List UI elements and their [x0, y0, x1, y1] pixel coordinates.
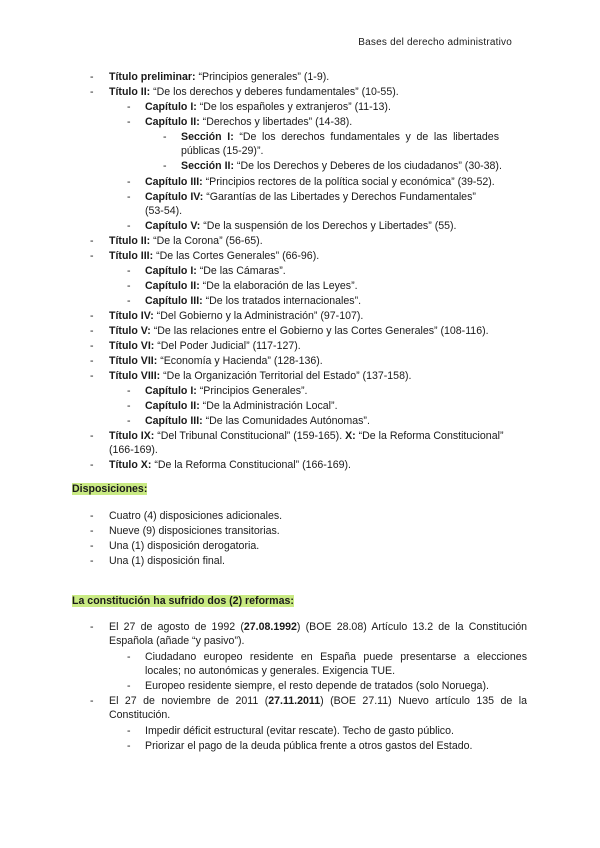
list-item: Europeo residente siempre, el resto depende de tratados (solo Noruega).: [145, 680, 489, 692]
list-item: Capítulo III: “De las Comunidades Autónomas”.: [145, 415, 370, 427]
bullet: -: [127, 101, 131, 113]
bullet: -: [90, 86, 94, 98]
list-item: Capítulo I: “De las Cámaras”.: [145, 265, 286, 277]
section-heading-disposiciones: Disposiciones:: [72, 483, 148, 495]
list-item: Capítulo I: “Principios Generales”.: [145, 385, 308, 397]
bullet: -: [90, 71, 94, 83]
bullet: -: [90, 370, 94, 382]
list-item: Una (1) disposición final.: [109, 555, 225, 567]
bullet: -: [90, 540, 94, 552]
list-item: El 27 de agosto de 1992 (27.08.1992) (BOE 28.08) Artículo 13.2 de la Constitución: [109, 621, 527, 633]
list-item: Título VII: “Economía y Hacienda” (128-136).: [109, 355, 323, 367]
bullet: -: [127, 191, 131, 203]
bullet: -: [127, 116, 131, 128]
page-header: Bases del derecho administrativo: [358, 37, 512, 48]
list-item-continued: públicas (15-29)”.: [181, 145, 264, 157]
bullet: -: [127, 220, 131, 232]
list-item: Capítulo I: “De los españoles y extranjeros” (11-13).: [145, 101, 391, 113]
list-item-continued: (166-169).: [109, 444, 158, 456]
list-item: Título X: “De la Reforma Constitucional” (166-169).: [109, 459, 351, 471]
list-item: Título II: “De los derechos y deberes fundamentales” (10-55).: [109, 86, 399, 98]
bullet: -: [90, 510, 94, 522]
bullet: -: [127, 740, 131, 752]
list-item: Título preliminar: “Principios generales” (1-9).: [109, 71, 330, 83]
list-item: Título IX: “Del Tribunal Constitucional” (159-165). X: “De la Reforma Constitucional”: [109, 430, 504, 442]
list-item-continued: Constitución.: [109, 709, 171, 721]
list-item: Capítulo III: “De los tratados internacionales”.: [145, 295, 362, 307]
bullet: -: [163, 160, 167, 172]
list-item: Capítulo II: “De la Administración Local”.: [145, 400, 338, 412]
list-item: Sección II: “De los Derechos y Deberes de los ciudadanos” (30-38).: [181, 160, 502, 172]
list-item: Título VI: “Del Poder Judicial” (117-127).: [109, 340, 301, 352]
list-item: Título VIII: “De la Organización Territorial del Estado” (137-158).: [109, 370, 412, 382]
bullet: -: [90, 555, 94, 567]
list-item: Capítulo IV: “Garantías de las Libertades y Derechos Fundamentales”: [145, 191, 476, 203]
bullet: -: [90, 250, 94, 262]
bullet: -: [127, 385, 131, 397]
list-item-continued: locales; no autonómicas y generales. Exigencia TUE.: [145, 665, 396, 677]
list-item: Sección I: “De los derechos fundamentales y de las libertades: [181, 131, 499, 143]
bullet: -: [127, 725, 131, 737]
bullet: -: [127, 651, 131, 663]
bullet: -: [90, 355, 94, 367]
bullet: -: [127, 265, 131, 277]
list-item: Título IV: “Del Gobierno y la Administración” (97-107).: [109, 310, 364, 322]
bullet: -: [127, 295, 131, 307]
list-item: Impedir déficit estructural (evitar rescate). Techo de gasto público.: [145, 725, 454, 737]
bullet: -: [90, 430, 94, 442]
list-item: Título III: “De las Cortes Generales” (66-96).: [109, 250, 320, 262]
list-item: El 27 de noviembre de 2011 (27.11.2011) (BOE 27.11) Nuevo artículo 135 de la: [109, 695, 527, 707]
bullet: -: [90, 325, 94, 337]
list-item: Capítulo V: “De la suspensión de los Derechos y Libertades” (55).: [145, 220, 457, 232]
bullet: -: [90, 235, 94, 247]
bullet: -: [127, 280, 131, 292]
list-item: Priorizar el pago de la deuda pública frente a otros gastos del Estado.: [145, 740, 473, 752]
bullet: -: [90, 459, 94, 471]
bullet: -: [127, 400, 131, 412]
bullet: -: [90, 310, 94, 322]
bullet: -: [90, 340, 94, 352]
bullet: -: [90, 525, 94, 537]
bullet: -: [127, 680, 131, 692]
list-item-continued: Española (añade “y pasivo”).: [109, 635, 245, 647]
list-item: Título II: “De la Corona” (56-65).: [109, 235, 263, 247]
bullet: -: [90, 695, 94, 707]
bullet: -: [127, 415, 131, 427]
bullet: -: [127, 176, 131, 188]
list-item: Nueve (9) disposiciones transitorias.: [109, 525, 280, 537]
list-item-continued: (53-54).: [145, 205, 183, 217]
list-item: Cuatro (4) disposiciones adicionales.: [109, 510, 283, 522]
list-item: Título V: “De las relaciones entre el Gobierno y las Cortes Generales” (108-116).: [109, 325, 489, 337]
list-item: Una (1) disposición derogatoria.: [109, 540, 260, 552]
list-item: Capítulo II: “Derechos y libertades” (14-38).: [145, 116, 353, 128]
bullet: -: [163, 131, 167, 143]
list-item: Capítulo II: “De la elaboración de las Leyes”.: [145, 280, 358, 292]
section-heading-reformas: La constitución ha sufrido dos (2) reformas:: [72, 595, 294, 607]
bullet: -: [90, 621, 94, 633]
list-item: Capítulo III: “Principios rectores de la política social y económica” (39-52).: [145, 176, 495, 188]
list-item: Ciudadano europeo residente en España puede presentarse a elecciones: [145, 651, 527, 663]
